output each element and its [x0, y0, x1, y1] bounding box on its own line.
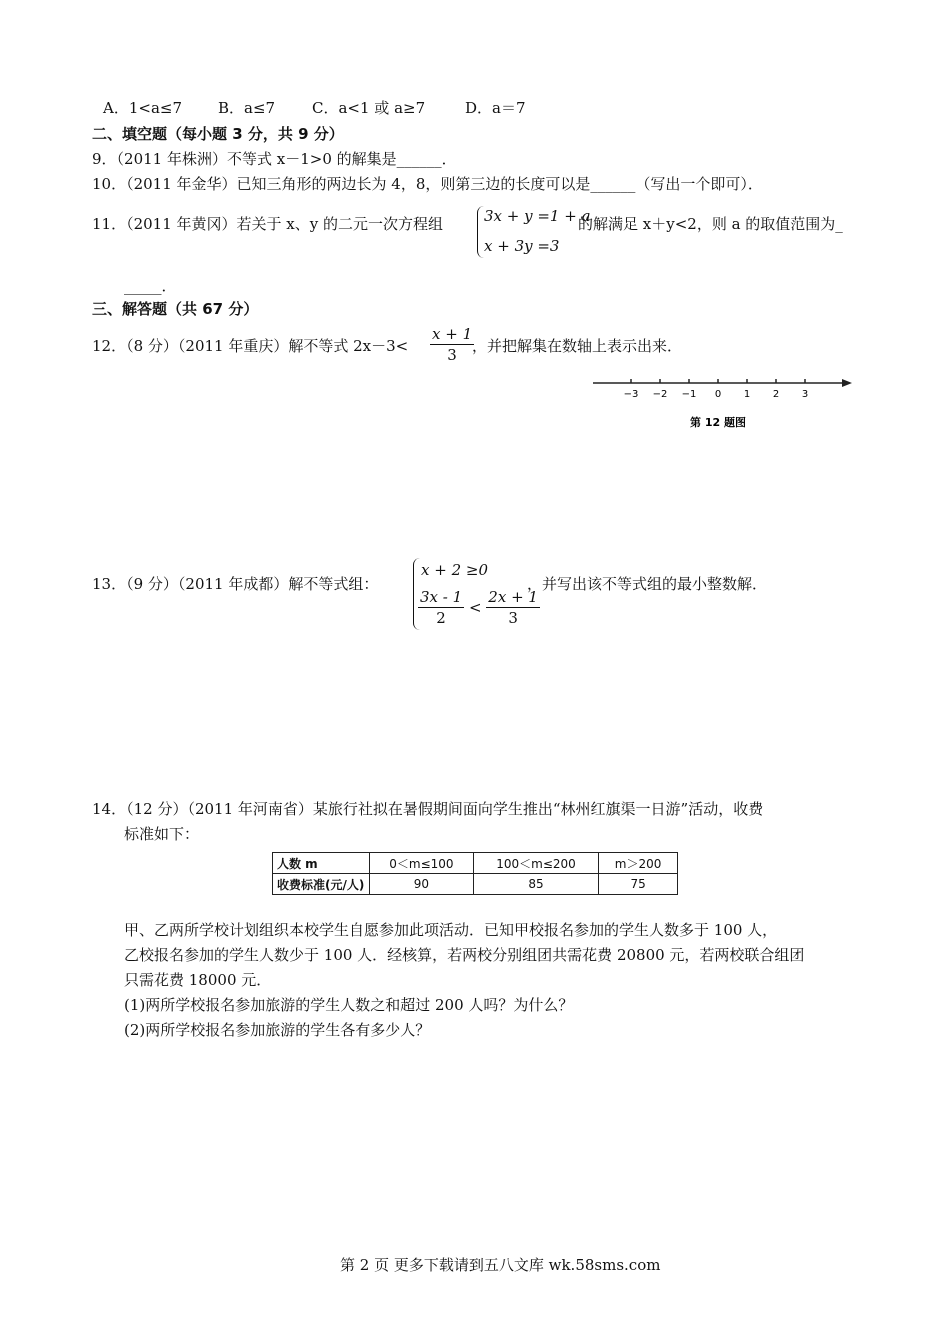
- table-cell: 85: [473, 874, 598, 895]
- question-12-suffix: ，并把解集在数轴上表示出来．: [472, 337, 683, 355]
- question-11-prefix: 11．（2011 年黄冈）若关于 x、y 的二元一次方程组: [92, 215, 444, 233]
- question-14-line-2: 标准如下：: [124, 825, 200, 843]
- number-line-tick-label: −3: [623, 389, 639, 400]
- number-line-tick-label: 2: [772, 389, 780, 400]
- q11-equation-1: 3x + y =1 + a: [484, 207, 591, 225]
- number-line-figure: [590, 374, 856, 434]
- q11-system-brace: [477, 206, 484, 258]
- question-14-sub-1: (1)两所学校报名参加旅游的学生人数之和超过 200 人吗？为什么？: [124, 996, 574, 1014]
- table-cell: 0＜m≤100: [370, 853, 474, 874]
- q8-option-a: A．1<a≤7: [103, 99, 182, 117]
- table-row: [273, 874, 678, 895]
- table-cell: m＞200: [599, 853, 678, 874]
- question-11-suffix: 的解满足 x＋y<2，则 a 的取值范围为_: [578, 215, 843, 233]
- number-line-tick-label: 0: [714, 389, 722, 400]
- q13-inequality-1: x + 2 ≥0: [421, 561, 488, 579]
- question-14-line-1: 14．（12 分）（2011 年河南省）某旅行社拟在暑假期间面向学生推出“林州红旗渠一日游”活动，收费: [92, 800, 764, 818]
- question-14-para-2: 乙校报名参加的学生人数少于 100 人．经核算，若两校分别组团共需花费 20800 元，若两校联合组团: [124, 946, 805, 964]
- number-line-tick-label: 1: [743, 389, 751, 400]
- section-heading-fill-in: 二、填空题（每小题 3 分，共 9 分）: [92, 125, 344, 143]
- question-9: 9．（2011 年株洲）不等式 x－1>0 的解集是______．: [92, 150, 457, 168]
- table-cell: 收费标准(元/人): [273, 874, 370, 895]
- question-13-suffix: ，并写出该不等式组的最小整数解．: [527, 575, 768, 593]
- table-row: [273, 853, 678, 874]
- q12-fraction-denominator: 3: [447, 346, 457, 364]
- number-line-caption: 第 12 题图: [690, 416, 746, 429]
- q13-less-than: <: [468, 598, 482, 617]
- table-cell: 100＜m≤200: [473, 853, 598, 874]
- q8-option-b: B．a≤7: [218, 99, 276, 117]
- q13-right-denominator: 3: [508, 609, 518, 627]
- number-line-tick-label: −2: [652, 389, 668, 400]
- question-14-para-3: 只需花费 18000 元．: [124, 971, 272, 989]
- q12-fraction-numerator: x + 1: [432, 325, 473, 343]
- question-14-sub-2: (2)两所学校报名参加旅游的学生各有多少人？: [124, 1021, 431, 1039]
- number-line-arrow: [842, 379, 852, 387]
- q8-option-c: C．a<1 或 a≥7: [312, 99, 426, 117]
- section-heading-solutions: 三、解答题（共 67 分）: [92, 300, 259, 318]
- q13-inequality-2: [418, 587, 540, 628]
- table-cell: 75: [599, 874, 678, 895]
- table-cell: 90: [370, 874, 474, 895]
- q12-fraction: [430, 324, 474, 365]
- question-10: 10．（2011 年金华）已知三角形的两边长为 4，8，则第三边的长度可以是______（写出一个即可）．: [92, 175, 763, 193]
- question-11-blank: _____．: [124, 277, 177, 295]
- q13-left-denominator: 2: [436, 609, 446, 627]
- number-line-tick-label: 3: [801, 389, 809, 400]
- q11-equation-2: x + 3y =3: [484, 237, 560, 255]
- q8-option-d: D．a＝7: [465, 99, 526, 117]
- number-line-tick-label: −1: [681, 389, 697, 400]
- question-14-para-1: 甲、乙两所学校计划组织本校学生自愿参加此项活动．已知甲校报名参加的学生人数多于 100 人，: [124, 921, 778, 939]
- page-footer: 第 2 页 更多下载请到五八文库 wk.58sms.com: [340, 1256, 661, 1274]
- q13-right-numerator: 2x + 1: [488, 588, 538, 606]
- question-12-prefix: 12．（8 分）（2011 年重庆）解不等式 2x－3<: [92, 337, 409, 355]
- table-cell: 人数 m: [273, 853, 370, 874]
- question-13-prefix: 13．（9 分）（2011 年成都）解不等式组：: [92, 575, 379, 593]
- q13-left-numerator: 3x - 1: [420, 588, 463, 606]
- fee-table: [272, 852, 678, 895]
